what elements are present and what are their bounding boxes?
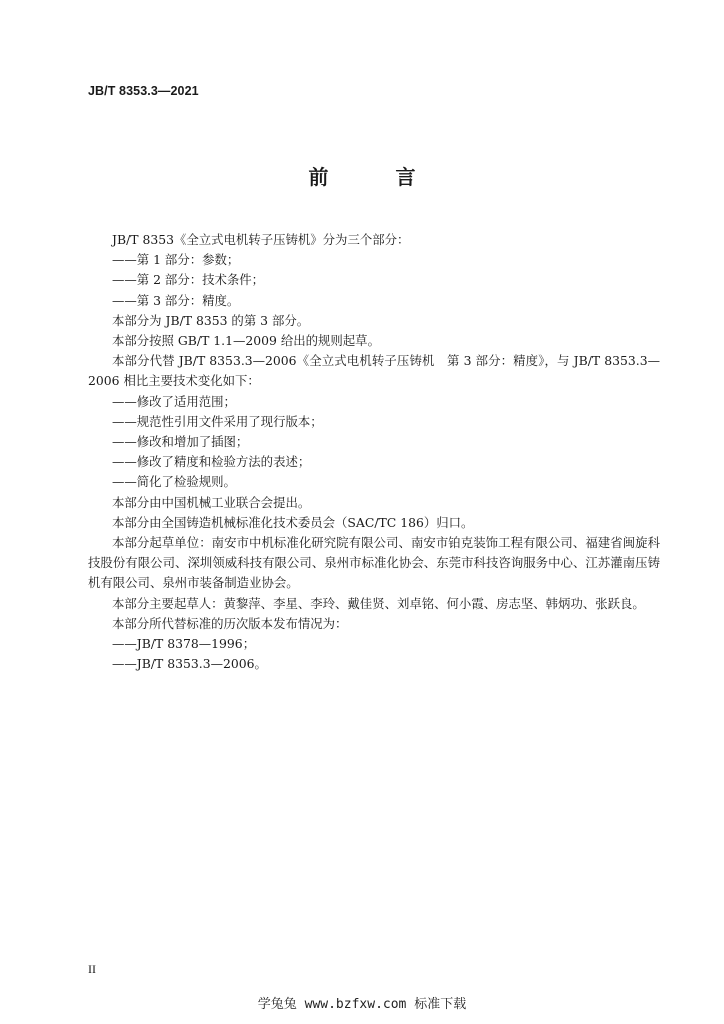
page-number: II [88, 962, 96, 976]
paragraph: 本部分为 JB/T 8353 的第 3 部分。 [112, 312, 310, 328]
paragraph: JB/T 8353《全立式电机转子压铸机》分为三个部分： [112, 232, 410, 247]
list-item: ——第 2 部分：技术条件； [112, 272, 265, 288]
list-item: ——JB/T 8378—1996； [112, 636, 256, 652]
list-item: ——第 1 部分：参数； [112, 252, 240, 268]
paragraph: 本部分由中国机械工业联合会提出。 [112, 494, 311, 510]
list-item: ——第 3 部分：精度。 [112, 292, 240, 308]
page-title: 前 言 [308, 165, 446, 189]
list-item: ——修改了适用范围； [112, 393, 236, 409]
paragraph: 本部分代替 JB/T 8353.3—2006《全立式电机转子压铸机 第 3 部分：精度》，与 JB/T 8353.3—2006 相比主要技术变化如下： [88, 353, 660, 389]
list-item: ——修改了精度和检验方法的表述； [112, 454, 311, 470]
paragraph: 本部分由全国铸造机械标准化技术委员会（SAC/TC 186）归口。 [112, 514, 474, 530]
list-item: ——简化了检验规则。 [112, 474, 236, 490]
watermark-text: 学兔兔 www.bzfxw.com 标准下载 [257, 997, 467, 1012]
list-item: ——JB/T 8353.3—2006。 [112, 656, 267, 672]
document-body [88, 230, 660, 674]
paragraph: 本部分按照 GB/T 1.1—2009 给出的规则起草。 [112, 333, 380, 349]
list-item: ——规范性引用文件采用了现行版本； [112, 413, 323, 429]
paragraph: 本部分主要起草人：黄黎萍、李星、李玲、戴佳贤、刘卓铭、何小霞、房志坚、韩炳功、张跃良。 [112, 595, 645, 611]
paragraph: 本部分起草单位：南安市中机标准化研究院有限公司、南安市铂克装饰工程有限公司、福建省闽旋科技股份有限公司、深圳领威科技有限公司、泉州市标准化协会、东莞市科技咨询服务中心、江苏灌南压铸机有限公司、泉州市装备制造业协会。 [88, 535, 660, 591]
list-item: ——修改和增加了插图； [112, 434, 249, 450]
paragraph: 本部分所代替标准的历次版本发布情况为： [112, 615, 348, 631]
standard-code: JB/T 8353.3—2021 [88, 84, 199, 98]
